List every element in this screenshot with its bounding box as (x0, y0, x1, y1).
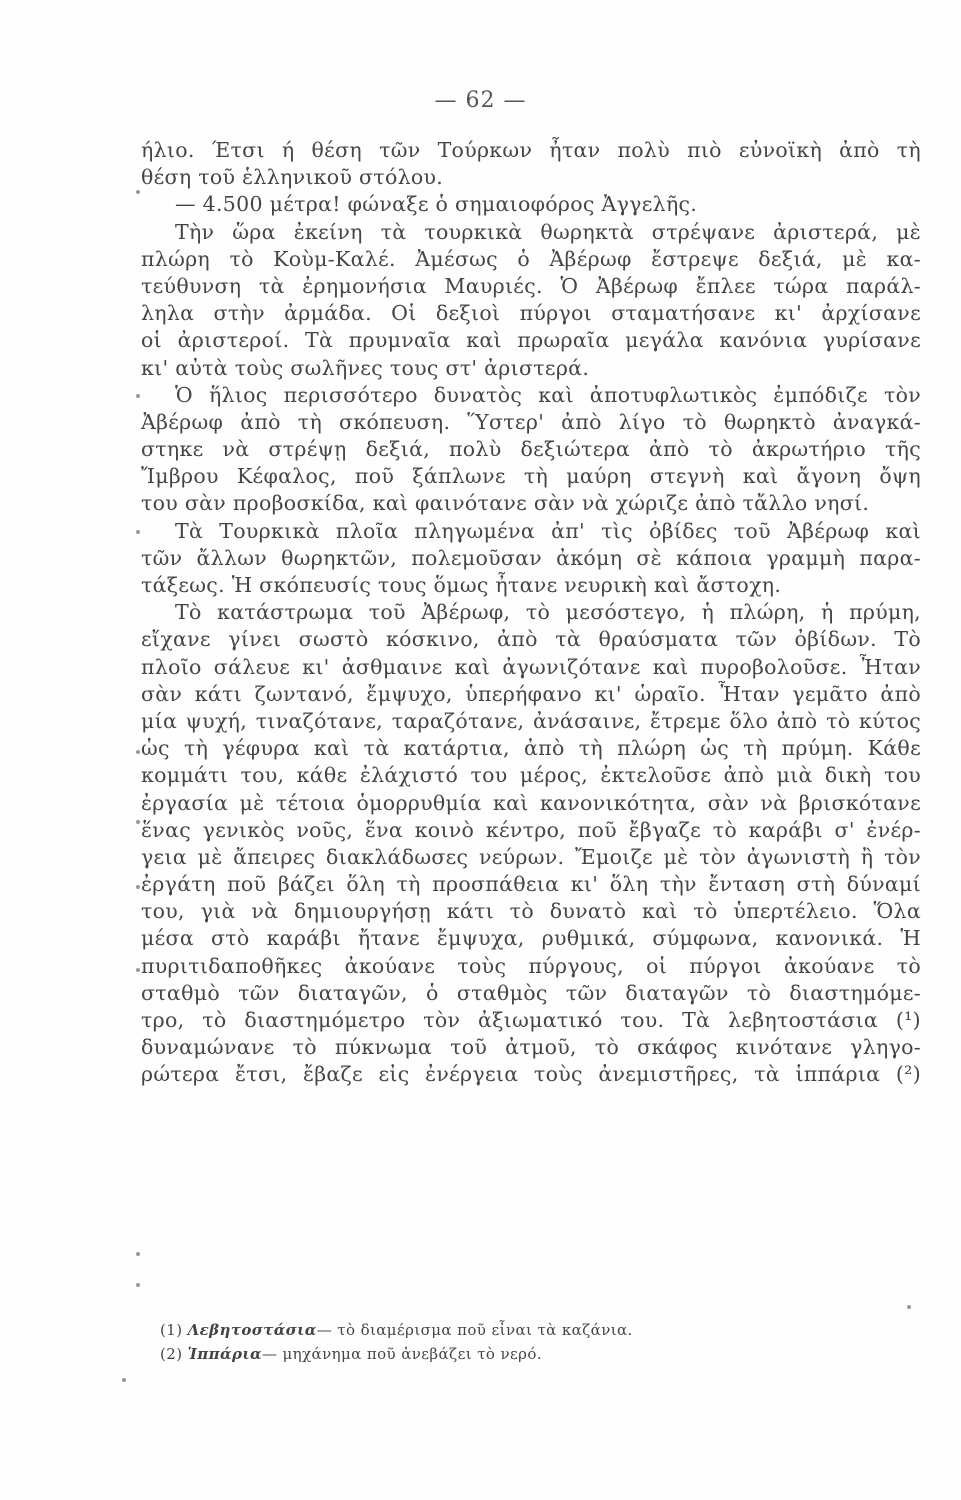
footnote-marker: (2) (160, 1345, 183, 1363)
footnote-term: Λεβητοστάσια (187, 1321, 317, 1339)
text-line: ἐργάτη ποῦ βάζει ὅλη τὴ προσπάθεια κι' ὅλη τὴν ἔνταση στὴ δύναμί (141, 872, 921, 897)
margin-dot (136, 190, 140, 194)
text-line: κι' αὐτὰ τοὺς σωλῆνες τους στ' ἀριστερά. (141, 355, 590, 380)
text-line: μία ψυχή, τιναζότανε, ταραζότανε, ἀνάσαινε, ἔτρεμε ὅλο ἀπὸ τὸ κύτος (141, 708, 921, 733)
page-number: — 62 — (434, 88, 527, 113)
text-line: Ἀβέρωφ ἀπὸ τὴ σκόπευση. Ὕστερ' ἀπὸ λίγο τὸ θωρηκτὸ ἀναγκά- (141, 409, 921, 434)
text-line: σταθμὸ τῶν διαταγῶν, ὁ σταθμὸς τῶν διαταγῶν τὸ διαστημόμε- (141, 980, 921, 1005)
margin-dot (136, 1283, 140, 1287)
footnotes (160, 1318, 860, 1366)
text-line: Τὸ κατάστρωμα τοῦ Ἀβέρωφ, τὸ μεσόστεγο, ἡ πλώρη, ἡ πρύμη, (175, 600, 921, 625)
text-line: πλώρη τὸ Κοὺμ-Καλέ. Ἀμέσως ὁ Ἀβέρωφ ἔστρεψε δεξιά, μὲ κα- (141, 246, 921, 271)
text-line: ήλιο. Έτσι ή θέση τῶν Τούρκων ἦταν πολὺ πιὸ εὐνοϊκὴ ἀπὸ τὴ (141, 138, 921, 162)
text-line: του, γιὰ νὰ δημιουργήσῃ κάτι τὸ δυνατὸ καὶ τὸ ὑπερτέλειο. Ὅλα (141, 899, 921, 924)
text-line: εἴχανε γίνει σωστὸ κόσκινο, ἀπὸ τὰ θραύσματα τῶν ὀβίδων. Τὸ (141, 627, 921, 652)
text-line: ἕνας γενικὸς νοῦς, ἕνα κοινὸ κέντρο, ποῦ ἔβγαζε τὸ καράβι σ' ἐνέρ- (141, 817, 921, 842)
footnote-term: Ἱππάρια (187, 1345, 262, 1363)
margin-dot (136, 885, 140, 889)
text-line: τῶν ἄλλων θωρηκτῶν, πολεμοῦσαν ἀκόμη σὲ κάποια γραμμὴ παρα- (141, 545, 921, 570)
text-line: κομμάτι του, κάθε ἐλάχιστό του μέρος, ἐκτελοῦσε ἀπὸ μιὰ δικὴ του (141, 763, 921, 788)
text-line: ληλα στὴν ἀρμάδα. Οἱ δεξιοὶ πύργοι σταματήσανε κι' ἀρχίσανε (141, 301, 921, 326)
footnote (160, 1318, 860, 1342)
text-line: του σὰν προβοσκίδα, καὶ φαινότανε σὰν νὰ χώριζε ἀπὸ τἄλλο νησί. (141, 491, 870, 516)
margin-dot (136, 394, 140, 398)
footnote (160, 1342, 860, 1366)
text-line: πυριτιδαποθῆκες ἀκούανε τοὺς πύργους, οἱ πύργοι ἀκούανε τὸ (141, 953, 921, 978)
body-text (141, 137, 921, 1089)
margin-dot (907, 1305, 911, 1309)
text-line: Τὰ Τουρκικὰ πλοῖα πληγωμένα ἀπ' τὶς ὀβίδες τοῦ Ἀβέρωφ καὶ (175, 518, 921, 543)
text-line: γεια μὲ ἄπειρες διακλάδωσες νεύρων. Ἔμοιζε μὲ τὸν ἀγωνιστὴ ἢ τὸν (141, 844, 921, 869)
text-line: σὰν κάτι ζωντανό, ἔμψυχο, ὑπερήφανο κι' ὡραῖο. Ἦταν γεμᾶτο ἀπὸ (141, 681, 921, 706)
text-line: ρώτερα ἔτσι, ἔβαζε εἰς ἐνέργεια τοὺς ἀνεμιστῆρες, τὰ ἱππάρια (²) (141, 1062, 921, 1087)
text-line: δυναμώνανε τὸ πύκνωμα τοῦ ἀτμοῦ, τὸ σκάφος κινότανε γληγο- (141, 1035, 921, 1060)
margin-dot (136, 530, 140, 534)
text-line: ὡς τὴ γέφυρα καὶ τὰ κατάρτια, ἀπὸ τὴ πλώρη ὡς τὴ πρύμη. Κάθε (141, 736, 921, 761)
text-line: Ἴμβρου Κέφαλος, ποῦ ξάπλωνε τὴ μαύρη στεγνὴ καὶ ἄγονη ὄψη (141, 464, 921, 489)
text-line: μέσα στὸ καράβι ἤτανε ἔμψυχα, ρυθμικά, σύμφωνα, κανονικά. Ἡ (141, 926, 921, 951)
footnote-definition: — μηχάνημα ποῦ ἀνεβάζει τὸ νερό. (261, 1345, 542, 1363)
margin-dot (136, 750, 140, 754)
text-line: τρο, τὸ διαστημόμετρο τὸν ἀξιωματικό του. Τὰ λεβητοστάσια (¹) (141, 1008, 921, 1032)
text-line: οἱ ἀριστεροί. Τὰ πρυμναῖα καὶ πρωραῖα μεγάλα κανόνια γυρίσανε (141, 328, 921, 353)
footnote-definition: — τὸ διαμέρισμα ποῦ εἶναι τὰ καζάνια. (316, 1321, 633, 1339)
margin-dot (122, 1378, 126, 1382)
text-line: θέση τοῦ ἑλληνικοῦ στόλου. (141, 165, 444, 190)
text-line: Ὁ ἥλιος περισσότερο δυνατὸς καὶ ἀποτυφλωτικὸς ἐμπόδιζε τὸν (175, 382, 921, 407)
footnote-marker: (1) (160, 1321, 183, 1339)
text-line: — 4.500 μέτρα! φώναξε ὁ σημαιοφόρος Ἀγγελῆς. (175, 192, 698, 217)
margin-dot (136, 1252, 140, 1256)
text-line: τάξεως. Ἡ σκόπευσίς τους ὅμως ἦτανε νευρικὴ καὶ ἄστοχη. (141, 573, 782, 597)
text-line: στηκε νὰ στρέψῃ δεξιά, πολὺ δεξιώτερα ἀπὸ τὸ ἀκρωτήριο τῆς (141, 437, 921, 462)
text-line: ἐργασία μὲ τέτοια ὁμορρυθμία καὶ κανονικότητα, σὰν νὰ βρισκότανε (141, 790, 921, 815)
margin-dot (136, 968, 140, 972)
text-line: πλοῖο σάλευε κι' ἀσθμαινε καὶ ἀγωνιζότανε καὶ πυροβολοῦσε. Ἦταν (141, 654, 921, 679)
text-line: τεύθυνση τὰ ἐρημονήσια Μαυριές. Ὁ Ἀβέρωφ ἔπλεε τώρα παράλ- (141, 273, 921, 298)
text-line: Τὴν ὥρα ἐκείνη τὰ τουρκικὰ θωρηκτὰ στρέψανε ἀριστερά, μὲ (175, 219, 921, 244)
margin-dot (136, 820, 140, 824)
